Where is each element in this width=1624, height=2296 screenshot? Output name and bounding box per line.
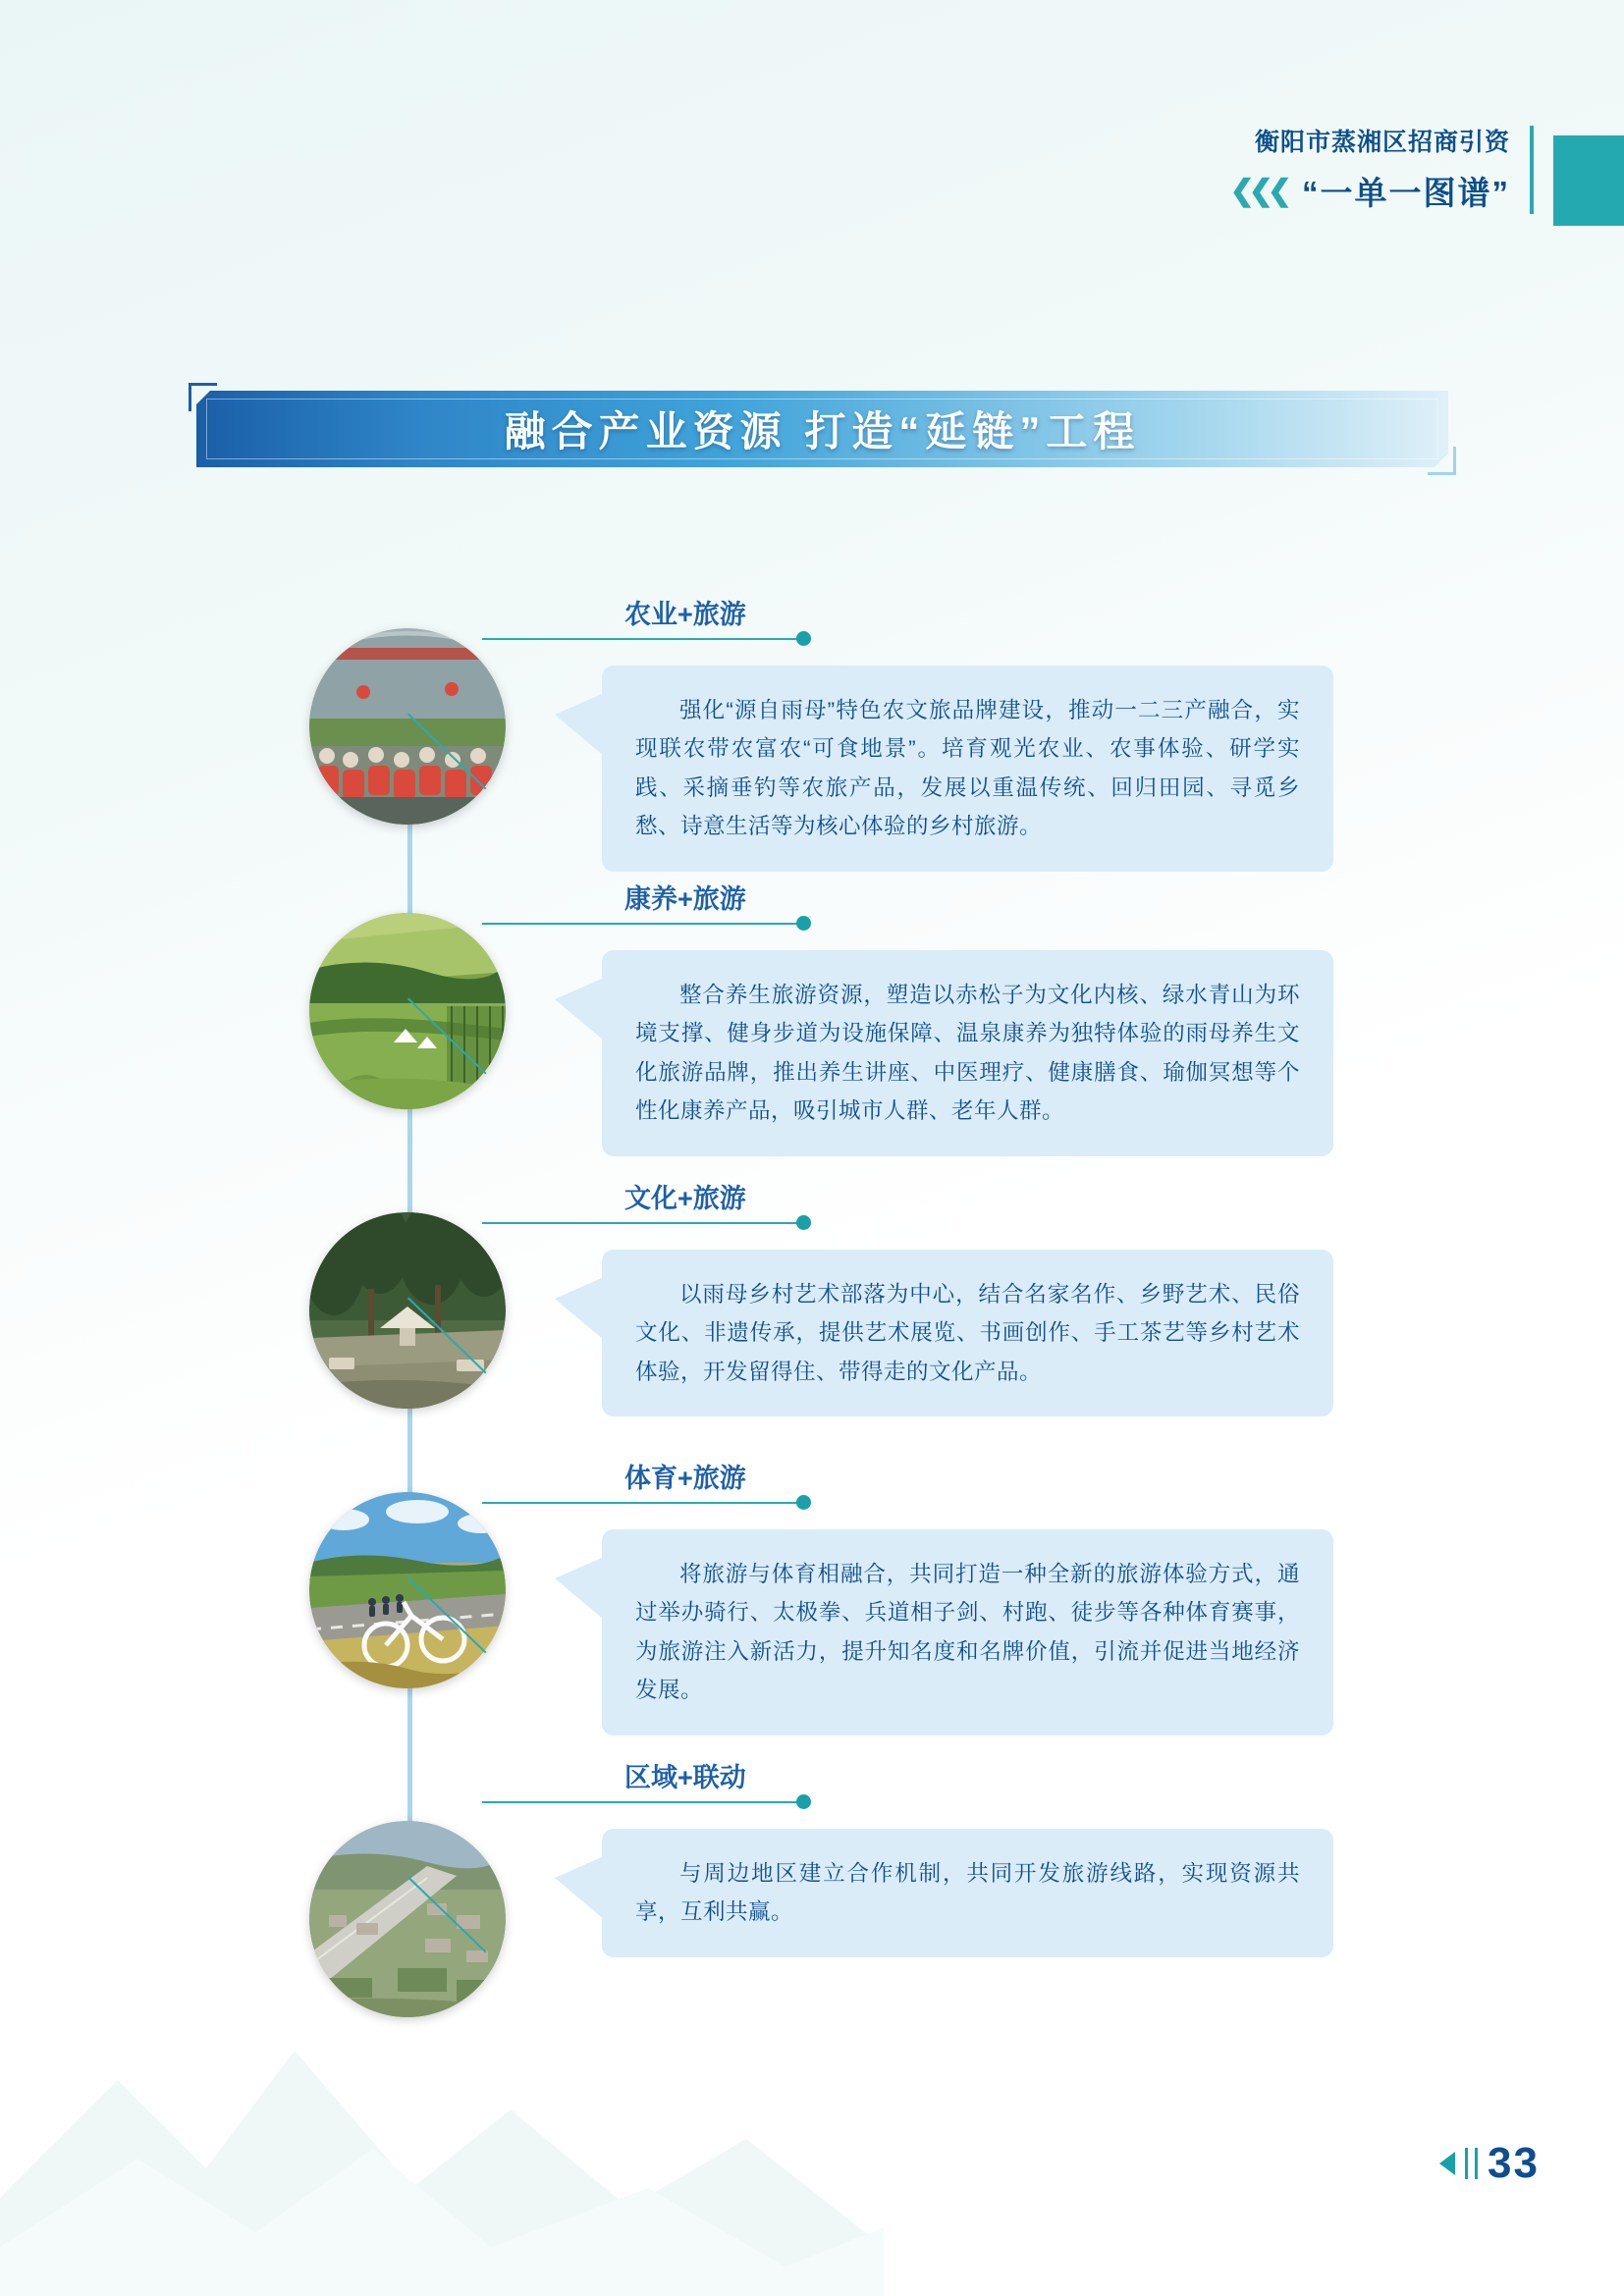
cycling-road-field-photo: [309, 1492, 506, 1688]
description-text: 整合养生旅游资源，塑造以赤松子为文化内核、绿水青山为环境支撑、健身步道为设施保障、温泉康养为独特体验的雨母养生文化旅游品牌，推出养生讲座、中医理疗、健康膳食、瑜伽冥想等个性化康养产品，吸引城市人群、老年人群。: [635, 983, 1300, 1124]
connector-horizontal: [482, 1222, 801, 1224]
description-text: 强化“源自雨母”特色农文旅品牌建设，推动一二三产融合，实现联农带农富农“可食地景”。培育观光农业、农事体验、研学实践、采摘垂钓等农旅产品，发展以重温传统、回归田园、寻觅乡愁、诗意生活等为核心体验的乡村旅游。: [635, 698, 1300, 839]
description-text: 以雨母乡村艺术部落为中心，结合名家名作、乡野艺术、民俗文化、非遗传承，提供艺术展览、书画创作、手工茶艺等乡村艺术体验，开发留得住、带得走的文化产品。: [635, 1282, 1300, 1384]
aerial-town-highway-photo: [309, 1821, 506, 2017]
header-text-block: [1230, 126, 1534, 214]
connector-horizontal: [482, 638, 801, 640]
category-label: 区域+联动: [624, 1763, 746, 1792]
description-bubble: [602, 950, 1333, 1156]
description-text: 与周边地区建立合作机制，共同开发旅游线路，实现资源共享，互利共赢。: [635, 1861, 1300, 1925]
greenhouse-crowd-photo: [309, 628, 506, 825]
connector-end-dot: [796, 916, 811, 931]
connector-horizontal: [482, 1502, 801, 1504]
page-number: 33: [1488, 2139, 1540, 2187]
description-bubble: [602, 666, 1333, 872]
connector-end-dot: [796, 1215, 811, 1230]
description-bubble: [602, 1829, 1333, 1957]
footer-bars-decoration: [1465, 2148, 1478, 2179]
triangle-left-icon: [1439, 2152, 1455, 2175]
chevron-left-icon: ❮❮❮: [1229, 175, 1286, 207]
category-label: 农业+旅游: [624, 600, 746, 629]
description-text: 将旅游与体育相融合，共同打造一种全新的旅游体验方式，通过举办骑行、太极拳、兵道相子剑、村跑、徒步等各种体育赛事，为旅游注入新活力，提升知名度和名牌价值，引流并促进当地经济发展。: [635, 1562, 1300, 1703]
connector-end-dot: [796, 1495, 811, 1510]
header-color-block: [1553, 135, 1624, 226]
page-title: 融合产业资源 打造“延链”工程: [504, 408, 1141, 454]
aerial-farmland-resort-photo: [309, 913, 506, 1109]
description-bubble: [602, 1250, 1333, 1416]
connector-end-dot: [796, 1794, 811, 1809]
forest-tea-pavilion-photo: [309, 1212, 506, 1409]
header-org-name: 衡阳市蒸湘区招商引资: [1254, 129, 1510, 156]
connector-horizontal: [482, 1801, 801, 1803]
page-header: [956, 126, 1624, 234]
page-footer: [1439, 2139, 1540, 2188]
header-subtitle: “一单一图谱”: [1302, 175, 1510, 211]
header-subtitle-row: [1230, 168, 1510, 214]
connector-horizontal: [482, 923, 801, 925]
description-bubble: [602, 1529, 1333, 1735]
connector-end-dot: [796, 631, 811, 646]
section-title-banner: [196, 391, 1448, 467]
category-label: 体育+旅游: [624, 1464, 746, 1493]
category-label: 文化+旅游: [624, 1184, 746, 1213]
category-label: 康养+旅游: [624, 884, 746, 914]
